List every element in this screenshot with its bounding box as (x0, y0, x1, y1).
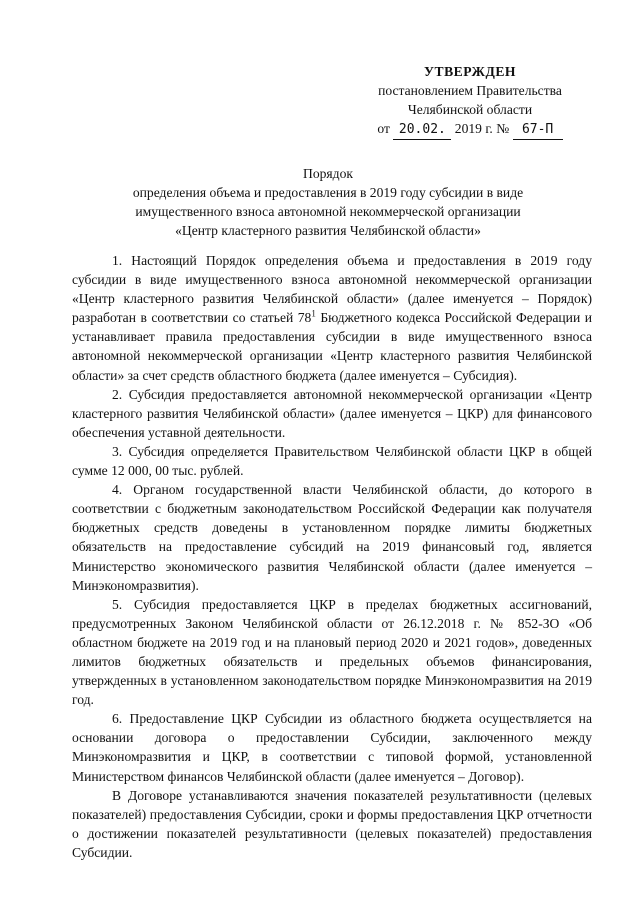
paragraph-6: 6. Предоставление ЦКР Субсидии из областного бюджета осуществляется на основании договора о предоставлении Субсидии, заключенного между Минэкономразвития и ЦКР, в соответствии с типовой формой, установленной Министерством финансов Челябинской области (далее именуется – Договор). (72, 711, 592, 784)
paragraph-7: В Договоре устанавливаются значения показателей результативности (целевых показателей) предоставления Субсидии, сроки и формы предоставления ЦКР отчетности о достижении показателей результативности (целевых показателей) предоставления Субсидии. (72, 787, 592, 860)
paragraph-1 (72, 251, 592, 385)
title-line-3: «Центр кластерного развития Челябинской области» (175, 223, 481, 238)
footnote-superscript: 1 (311, 308, 316, 319)
document-title (64, 164, 592, 240)
handwritten-number: 67-П (513, 120, 563, 140)
handwritten-date: 20.02. (393, 120, 451, 140)
title-line-2: имущественного взноса автономной некоммерческой организации (135, 204, 521, 219)
approval-block (360, 62, 580, 140)
title-line-1: определения объема и предоставления в 2019 году субсидии в виде (132, 185, 524, 200)
paragraph-3: 3. Субсидия определяется Правительством Челябинской области ЦКР в общей сумме 12 000, 00 тыс. рублей. (72, 443, 592, 479)
paragraph-5: 5. Субсидия предоставляется ЦКР в пределах бюджетных ассигнований, предусмотренных Законом Челябинской области от 26.12.2018 г. № 852-ЗО «Об областном бюджете на 2019 год и на плановый период 2020 и 2021 годов», доведенных лимитов бюджетных обязательств и предельных объемов финансирования, утвержденных в установленном законодательством порядке Минэкономразвития на 2019 год. (72, 596, 592, 708)
document-body (72, 251, 592, 862)
approval-stamp: УТВЕРЖДЕН (424, 64, 516, 79)
paragraph-1-continuation: Бюджетного кодекса Российской Федерации и устанавливает правила предоставления субсидии в виде имущественного взноса автономной некоммерческой организации «Центр кластерного развития Челябинской области» за счет средств областного бюджета (далее именуется – Субсидия). (72, 310, 592, 383)
date-prefix: от (377, 121, 390, 136)
paragraph-1-text: 1. Настоящий Порядок определения объема и предоставления в 2019 году субсидии в виде имущественного взноса автономной некоммерческой организации «Центр кластерного развития Челябинской области» (далее именуется – Порядок) разработан в соответствии со статьей 78 (72, 253, 592, 326)
approval-date-line (360, 119, 580, 140)
year-text: 2019 г. № (454, 121, 510, 136)
title-heading: Порядок (303, 166, 353, 181)
approval-line-1: постановлением Правительства (378, 83, 562, 98)
paragraph-2: 2. Субсидия предоставляется автономной некоммерческой организации «Центр кластерного развития Челябинской области» (далее именуется – ЦКР) для финансового обеспечения уставной деятельности. (72, 386, 592, 440)
paragraph-4: 4. Органом государственной власти Челябинской области, до которого в соответствии с бюджетным законодательством Российской Федерации как получателя бюджетных средств доведены в установленном порядке лимиты бюджетных обязательств на предоставление субсидий на 2019 финансовый год, является Министерство экономического развития Челябинской области (далее именуется – Минэкономразвития). (72, 482, 592, 593)
approval-line-2: Челябинской области (407, 102, 533, 117)
